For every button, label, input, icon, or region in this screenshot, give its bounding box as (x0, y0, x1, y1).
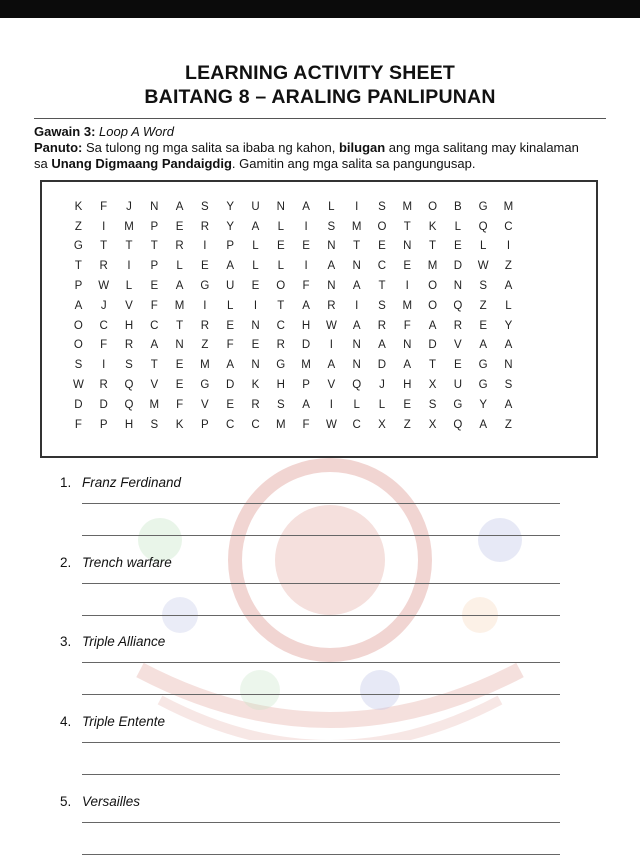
watermark-swoosh-2 (160, 700, 500, 740)
grid-letter[interactable]: S (479, 280, 488, 293)
grid-letter[interactable]: M (427, 260, 438, 273)
grid-letter[interactable]: L (125, 280, 133, 293)
grid-row (66, 237, 572, 257)
grid-letter[interactable]: R (175, 240, 185, 253)
question-item (60, 634, 165, 649)
grid-row (66, 375, 572, 395)
grid-letter[interactable]: A (428, 319, 437, 332)
watermark-seal (275, 505, 385, 615)
grid-letter[interactable]: E (226, 398, 235, 411)
grid-letter[interactable]: O (428, 280, 438, 293)
grid-letter[interactable]: Z (403, 418, 412, 431)
grid-letter[interactable]: C (226, 418, 235, 431)
grid-letter[interactable]: T (150, 359, 159, 372)
activity-name: Loop A Word (99, 124, 174, 139)
grid-letter[interactable]: K (251, 379, 260, 392)
watermark-ring (235, 465, 425, 655)
grid-letter[interactable]: T (429, 240, 437, 253)
grid-letter[interactable]: R (453, 319, 463, 332)
grid-letter[interactable]: G (200, 280, 210, 293)
grid-letter[interactable]: V (125, 299, 134, 312)
grid-letter[interactable]: Z (504, 418, 513, 431)
grid-letter[interactable]: A (175, 280, 184, 293)
grid-letter[interactable]: U (226, 280, 235, 293)
grid-letter[interactable]: R (99, 260, 109, 273)
activity-label: Gawain 3: (34, 124, 96, 139)
answer-line[interactable] (82, 583, 560, 584)
grid-letter[interactable]: Q (352, 379, 362, 392)
grid-letter[interactable]: P (226, 240, 235, 253)
grid-letter[interactable]: A (378, 339, 387, 352)
grid-letter[interactable]: S (378, 200, 387, 213)
grid-letter[interactable]: A (327, 260, 336, 273)
grid-letter[interactable]: J (379, 379, 386, 392)
grid-letter[interactable]: K (428, 220, 437, 233)
grid-letter[interactable]: I (355, 299, 359, 312)
grid-letter[interactable]: R (251, 398, 261, 411)
grid-letter[interactable]: W (98, 280, 110, 293)
grid-letter[interactable]: H (124, 418, 134, 431)
grid-letter[interactable]: V (150, 379, 159, 392)
grid-letter[interactable]: A (504, 398, 513, 411)
grid-letter[interactable]: M (149, 398, 160, 411)
grid-letter[interactable]: Z (479, 299, 488, 312)
grid-letter[interactable]: N (352, 359, 362, 372)
grid-row (66, 296, 572, 316)
grid-letter[interactable]: O (73, 319, 84, 332)
answer-line[interactable] (82, 854, 560, 855)
grid-letter[interactable]: N (327, 280, 337, 293)
grid-letter[interactable]: L (479, 240, 487, 253)
grid-letter[interactable]: A (327, 359, 336, 372)
grid-letter[interactable]: G (200, 379, 210, 392)
grid-letter[interactable]: C (377, 260, 387, 273)
grid-letter[interactable]: P (150, 220, 159, 233)
grid-letter[interactable]: N (276, 200, 286, 213)
grid-letter[interactable]: D (377, 359, 387, 372)
grid-letter[interactable]: M (200, 359, 211, 372)
grid-letter[interactable]: N (403, 240, 412, 253)
grid-letter[interactable]: C (276, 319, 286, 332)
grid-letter[interactable]: U (453, 379, 463, 392)
grid-row (66, 276, 572, 296)
grid-letter[interactable]: A (352, 280, 361, 293)
grid-letter[interactable]: O (428, 200, 438, 213)
grid-letter[interactable]: S (276, 398, 286, 411)
instructions-bold-1: bilugan (338, 140, 386, 155)
grid-letter[interactable]: N (453, 280, 463, 293)
grid-letter[interactable]: V (201, 398, 210, 411)
grid-row (66, 336, 572, 356)
question-number: 5. (60, 794, 72, 809)
watermark-badge-green-2 (240, 670, 280, 710)
grid-letter[interactable]: S (504, 379, 513, 392)
grid-letter[interactable]: B (454, 200, 463, 213)
grid-letter[interactable]: L (277, 220, 285, 233)
grid-letter[interactable]: D (74, 398, 84, 411)
grid-row (66, 256, 572, 276)
grid-letter[interactable]: R (200, 319, 210, 332)
grid-letter[interactable]: H (124, 319, 134, 332)
sheet-title: LEARNING ACTIVITY SHEET (184, 62, 456, 84)
grid-letter[interactable]: S (125, 359, 134, 372)
grid-letter[interactable]: F (150, 299, 159, 312)
grid-letter[interactable]: M (351, 220, 362, 233)
grid-letter[interactable]: W (325, 418, 338, 431)
grid-letter[interactable]: F (100, 200, 108, 213)
grid-letter[interactable]: R (200, 220, 210, 233)
grid-letter[interactable]: C (504, 220, 514, 233)
grid-letter[interactable]: I (355, 200, 359, 213)
grid-letter[interactable]: L (277, 260, 285, 273)
grid-letter[interactable]: A (226, 260, 235, 273)
grid-letter[interactable]: P (74, 280, 83, 293)
grid-letter[interactable]: E (479, 319, 488, 332)
grid-letter[interactable]: I (102, 220, 106, 233)
grid-row (66, 415, 572, 435)
grid-letter[interactable]: N (352, 339, 362, 352)
grid-letter[interactable]: T (176, 319, 184, 332)
grid-letter[interactable]: N (175, 339, 185, 352)
grid-letter[interactable]: S (378, 299, 387, 312)
grid-letter[interactable]: R (377, 319, 387, 332)
grid-letter[interactable]: D (428, 339, 438, 352)
grid-letter[interactable]: G (73, 240, 84, 253)
grid-letter[interactable]: E (226, 319, 235, 332)
grid-letter[interactable]: F (176, 398, 184, 411)
grid-letter[interactable]: I (304, 260, 309, 273)
top-dark-bar (0, 0, 640, 18)
answer-line[interactable] (82, 694, 560, 695)
grid-letter[interactable]: A (504, 339, 513, 352)
grid-row (66, 395, 572, 415)
question-number: 3. (60, 634, 72, 649)
grid-letter[interactable]: C (99, 319, 109, 332)
sheet-subtitle: BAITANG 8 – ARALING PANLIPUNAN (144, 86, 496, 108)
grid-letter[interactable]: W (477, 260, 490, 273)
grid-letter[interactable]: H (301, 319, 311, 332)
grid-letter[interactable]: F (302, 418, 311, 431)
grid-letter[interactable]: E (403, 260, 412, 273)
watermark-swoosh (140, 670, 520, 720)
grid-letter[interactable]: R (99, 379, 109, 392)
grid-letter[interactable]: E (454, 359, 463, 372)
grid-letter[interactable]: V (327, 379, 336, 392)
grid-letter[interactable]: V (454, 339, 463, 352)
question-item (60, 475, 181, 490)
grid-letter[interactable]: L (328, 200, 336, 213)
grid-letter[interactable]: G (453, 398, 463, 411)
answer-line[interactable] (82, 774, 560, 775)
grid-letter[interactable]: I (329, 398, 334, 411)
grid-letter[interactable]: C (352, 418, 362, 431)
grid-letter[interactable]: I (203, 240, 207, 253)
grid-letter[interactable]: W (325, 319, 338, 332)
grid-letter[interactable]: F (100, 339, 108, 352)
grid-letter[interactable]: E (251, 339, 260, 352)
grid-letter[interactable]: M (503, 200, 514, 213)
grid-letter[interactable]: A (302, 200, 311, 213)
grid-letter[interactable]: G (276, 359, 286, 372)
grid-letter[interactable]: P (99, 418, 109, 431)
grid-letter[interactable]: K (74, 200, 83, 213)
grid-letter[interactable]: A (403, 359, 412, 372)
activity-heading (34, 124, 174, 139)
grid-letter[interactable]: R (276, 339, 286, 352)
instructions-bold-2: Unang Digmaang Pandaigdig (51, 155, 232, 171)
grid-letter[interactable]: T (378, 280, 386, 293)
grid-letter[interactable]: Y (479, 398, 488, 411)
grid-letter[interactable]: S (428, 398, 437, 411)
grid-letter[interactable]: Q (124, 379, 134, 392)
grid-letter[interactable]: M (402, 200, 413, 213)
answer-line[interactable] (82, 615, 560, 616)
grid-letter[interactable]: A (479, 339, 488, 352)
instructions-label: Panuto: (34, 140, 83, 155)
grid-letter[interactable]: D (226, 379, 235, 392)
question-number: 1. (60, 475, 72, 490)
header-divider (34, 118, 606, 119)
grid-letter[interactable]: A (302, 299, 311, 312)
grid-letter[interactable]: D (453, 260, 463, 273)
grid-letter[interactable]: R (327, 299, 337, 312)
grid-letter[interactable]: E (175, 379, 184, 392)
question-item (60, 714, 165, 729)
watermark-badge-blue (478, 518, 522, 562)
grid-letter[interactable]: M (174, 299, 185, 312)
grid-letter[interactable]: A (175, 200, 184, 213)
question-term: Triple Entente (82, 714, 166, 729)
grid-letter[interactable]: D (99, 398, 109, 411)
grid-letter[interactable]: N (403, 339, 412, 352)
grid-letter[interactable]: L (378, 398, 386, 411)
word-search-grid (66, 197, 572, 435)
grid-letter[interactable]: N (504, 359, 514, 372)
grid-row (66, 355, 572, 375)
grid-letter[interactable]: E (201, 260, 210, 273)
grid-row (66, 197, 572, 217)
grid-letter[interactable]: U (251, 200, 261, 213)
question-term: Triple Alliance (82, 634, 166, 649)
grid-letter[interactable]: X (428, 379, 437, 392)
question-number: 4. (60, 714, 72, 729)
question-number: 2. (60, 555, 72, 570)
grid-letter[interactable]: F (74, 418, 83, 431)
grid-letter[interactable]: E (302, 240, 311, 253)
grid-letter[interactable]: Q (478, 220, 489, 233)
question-term: Trench warfare (82, 555, 172, 570)
grid-letter[interactable]: F (403, 319, 412, 332)
grid-letter[interactable]: J (126, 200, 133, 213)
watermark-badge-blue-3 (360, 670, 400, 710)
grid-letter[interactable]: T (100, 240, 108, 253)
question-term: Versailles (82, 794, 141, 809)
grid-letter[interactable]: A (226, 359, 235, 372)
grid-letter[interactable]: Z (504, 260, 513, 273)
grid-letter[interactable]: L (505, 299, 513, 312)
grid-letter[interactable]: Y (226, 220, 235, 233)
grid-letter[interactable]: I (405, 280, 410, 293)
grid-letter[interactable]: W (72, 379, 85, 392)
grid-letter[interactable]: E (276, 240, 286, 253)
grid-letter[interactable]: O (276, 280, 286, 293)
grid-letter[interactable]: O (377, 220, 387, 233)
grid-letter[interactable]: S (74, 359, 83, 372)
grid-letter[interactable]: A (74, 299, 83, 312)
grid-letter[interactable]: N (150, 200, 159, 213)
grid-letter[interactable]: L (252, 260, 260, 273)
instructions-text-3: . Gamitin ang mga salita sa pangungusap. (231, 155, 476, 171)
grid-letter[interactable]: I (102, 359, 106, 372)
question-term: Franz Ferdinand (82, 475, 182, 490)
grid-letter[interactable]: I (127, 260, 132, 273)
grid-letter[interactable]: M (275, 418, 287, 431)
grid-letter[interactable]: H (403, 379, 412, 392)
grid-letter[interactable]: T (403, 220, 412, 233)
grid-letter[interactable]: S (201, 200, 210, 213)
instructions (34, 140, 594, 171)
grid-letter[interactable]: P (302, 379, 311, 392)
grid-letter[interactable]: L (252, 240, 260, 253)
grid-letter[interactable]: E (251, 280, 260, 293)
grid-letter[interactable]: L (176, 260, 184, 273)
grid-letter[interactable]: H (276, 379, 286, 392)
question-item (60, 555, 172, 570)
instructions-text-2: ang mga salitang may kinalaman sa (34, 140, 579, 171)
grid-letter[interactable]: A (150, 339, 159, 352)
grid-letter[interactable]: L (353, 398, 361, 411)
grid-letter[interactable]: S (150, 418, 159, 431)
grid-letter[interactable]: Z (74, 220, 83, 233)
grid-letter[interactable]: Z (201, 339, 209, 352)
answer-line[interactable] (82, 503, 560, 504)
grid-letter[interactable]: G (478, 379, 489, 392)
grid-letter[interactable]: O (428, 299, 438, 312)
grid-letter[interactable]: L (454, 220, 462, 233)
deped-watermark-logo (120, 440, 540, 740)
grid-letter[interactable]: F (302, 280, 311, 293)
grid-letter[interactable]: E (454, 240, 463, 253)
grid-letter[interactable]: O (73, 339, 84, 352)
grid-letter[interactable]: I (304, 220, 309, 233)
answer-line[interactable] (82, 662, 560, 663)
grid-letter[interactable]: A (352, 319, 361, 332)
grid-letter[interactable]: R (124, 339, 134, 352)
grid-letter[interactable]: Y (504, 319, 513, 332)
grid-letter[interactable]: A (302, 398, 311, 411)
grid-letter[interactable]: E (150, 280, 159, 293)
grid-letter[interactable]: X (428, 418, 437, 431)
grid-letter[interactable]: T (353, 240, 361, 253)
grid-letter[interactable]: P (150, 260, 159, 273)
grid-letter[interactable]: M (124, 220, 135, 233)
grid-letter[interactable]: T (429, 359, 437, 372)
grid-letter[interactable]: T (125, 240, 133, 253)
grid-letter[interactable]: E (378, 240, 387, 253)
grid-letter[interactable]: E (403, 398, 412, 411)
grid-letter[interactable]: T (277, 299, 285, 312)
grid-row (66, 217, 572, 237)
grid-letter[interactable]: I (329, 339, 334, 352)
answer-line[interactable] (82, 535, 560, 536)
grid-letter[interactable]: D (301, 339, 311, 352)
answer-line[interactable] (82, 822, 560, 823)
grid-letter[interactable]: Q (124, 398, 134, 411)
grid-letter[interactable]: A (251, 220, 260, 233)
grid-letter[interactable]: N (251, 319, 261, 332)
grid-letter[interactable]: E (175, 220, 184, 233)
grid-letter[interactable]: N (251, 359, 261, 372)
grid-letter[interactable]: A (504, 280, 513, 293)
grid-letter[interactable]: M (402, 299, 413, 312)
grid-letter[interactable]: E (175, 359, 184, 372)
grid-letter[interactable]: T (150, 240, 159, 253)
question-item (60, 794, 140, 809)
grid-letter[interactable]: I (203, 299, 207, 312)
grid-letter[interactable]: T (74, 260, 83, 273)
answer-line[interactable] (82, 742, 560, 743)
grid-letter[interactable]: C (150, 319, 159, 332)
grid-letter[interactable]: N (352, 260, 362, 273)
grid-letter[interactable]: A (479, 418, 488, 431)
grid-row (66, 316, 572, 336)
grid-letter[interactable]: Q (453, 418, 463, 431)
grid-letter[interactable]: I (506, 240, 511, 253)
grid-letter[interactable]: F (226, 339, 235, 352)
instructions-text-1: Sa tulong ng mga salita sa ibaba ng kahon, (82, 140, 339, 155)
grid-letter[interactable]: C (251, 418, 261, 431)
grid-letter[interactable]: M (301, 359, 312, 372)
grid-letter[interactable]: Y (226, 200, 235, 213)
grid-letter[interactable]: G (478, 359, 489, 372)
grid-letter[interactable]: J (100, 299, 108, 312)
grid-letter[interactable]: K (175, 418, 184, 431)
grid-letter[interactable]: N (327, 240, 337, 253)
grid-letter[interactable]: P (201, 418, 210, 431)
grid-letter[interactable]: L (226, 299, 234, 312)
grid-letter[interactable]: S (327, 220, 336, 233)
grid-letter[interactable]: Q (453, 299, 463, 312)
grid-letter[interactable]: I (253, 299, 258, 312)
grid-letter[interactable]: X (378, 418, 387, 431)
grid-letter[interactable]: G (478, 200, 489, 213)
